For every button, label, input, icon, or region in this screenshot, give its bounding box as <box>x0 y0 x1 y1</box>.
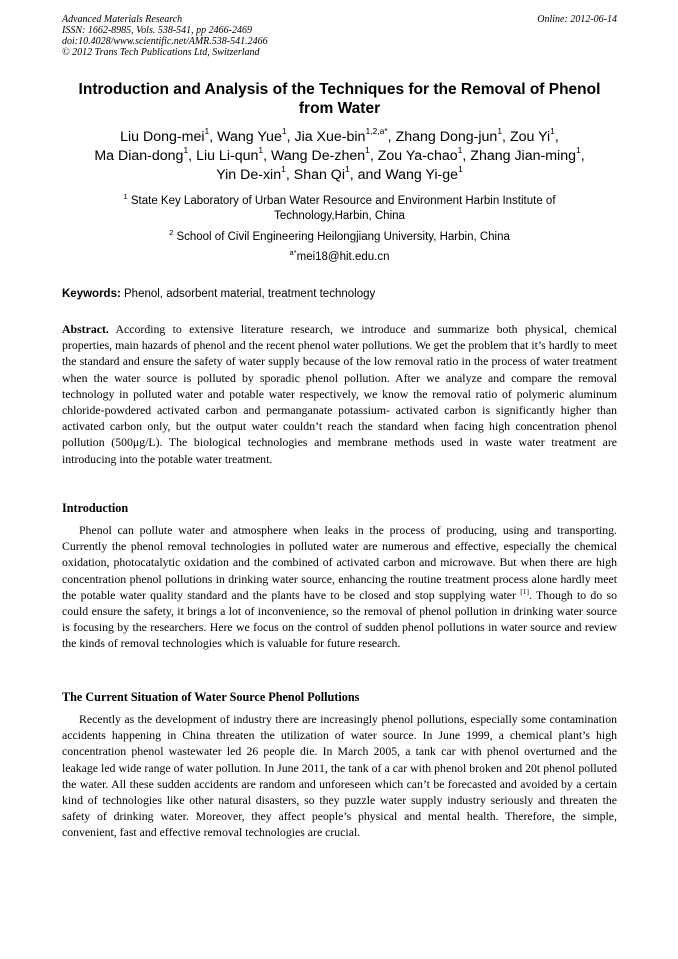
affiliation-1 <box>80 194 599 223</box>
author-sup: 1 <box>457 145 463 156</box>
author-name: Liu Dong-mei <box>120 129 205 145</box>
current-situation-heading: The Current Situation of Water Source Phenol Pollutions <box>62 690 360 704</box>
keywords-label: Keywords: <box>62 288 121 300</box>
journal-header <box>62 14 617 58</box>
affiliation-sup: 1 <box>123 192 128 202</box>
journal-info <box>62 14 617 58</box>
author-sup: 1 <box>345 164 350 175</box>
author-name: Jia Xue-bin <box>294 129 366 145</box>
author-sup: 1 <box>204 126 210 137</box>
introduction-paragraph <box>62 522 617 652</box>
intro-text-after-ref: . Though to do so could ensure the safety, it brings a lot of inconvenience, so the removal of phenol pollution in drinking water source is focusing by the researchers. Here we focus on the control of sudden phenol pollutions in water source and review the kinds of removal technologies which is valuable for future research. <box>62 587 617 651</box>
copyright-line: © 2012 Trans Tech Publications Ltd, Switzerland <box>62 47 260 58</box>
paper-title: Introduction and Analysis of the Techniques for the Removal of Phenol from Water <box>78 81 601 117</box>
keywords-text: Phenol, adsorbent material, treatment technology <box>124 288 376 300</box>
author-name: Ma Dian-dong <box>94 148 184 164</box>
author-sup: 1 <box>183 145 189 156</box>
author-sup: 1 <box>497 126 503 137</box>
affiliation-text: State Key Laboratory of Urban Water Resource and Environment Harbin Institute of Technology,Harbin, China <box>130 195 556 222</box>
author-name: Liu Li-qun <box>196 148 259 164</box>
affiliation-text: School of Civil Engineering Heilongjiang University, Harbin, China <box>176 231 510 243</box>
author-name: and Wang Yi-ge <box>357 167 459 183</box>
email-sup: a* <box>289 248 297 258</box>
author-sup: 1 <box>281 164 286 175</box>
citation-ref: [1] <box>520 586 529 596</box>
author-name: Zhang Jian-ming <box>470 148 576 164</box>
author-name: Yin De-xin <box>216 167 282 183</box>
author-list: Liu Dong-mei$^1$, Wang Yue$^1$, Jia Xue-bin$^{1,2,a*}$, Zhang Dong-jun$^1$, Zou Yi$^1$, Ma Dian-dong$^1$, Liu Li-qun$^1$, Wang De-zhen$^1$, Zou Ya-chao$^1$, Zhang Jian-ming$^1$, Yin De-xin$^1$, Shan Qi$^1$, and Wang $Yi-ge^1$ <box>94 126 585 183</box>
author-sup: 1 <box>365 145 370 156</box>
author-sup: 1 <box>575 145 581 156</box>
journal-name: Advanced Materials Research <box>62 14 183 25</box>
author-sup: 1 <box>550 126 555 137</box>
abstract-text: According to extensive literature research, we introduce and summarize both physical, chemical properties, main hazards of phenol and the recent phenol water pollutions. We get the problem that it’s hardly to meet the standard and ensure the safety of water supply because of the low removal ratio in the process of water treatment when the water source is polluted by sporadic phenol pollution. After we analyze and compare the removal technology in polluted water and potable water respectively, we know the removal ratio of polymeric aluminum chloride-powdered activated carbon and permanganate potassium- activated carbon is significantly higher than activated carbon only, but the output water couldn’t reach the standard when facing high concentration phenol pollution (500μg/L). The biological technologies and membrane methods used in waste water treatment are introducing into the potable water treatment. <box>62 322 617 466</box>
affiliation-sup: 2 <box>169 228 174 238</box>
affiliation-2 <box>80 230 599 245</box>
abstract-label: Abstract. <box>62 322 109 336</box>
keywords <box>62 287 617 302</box>
intro-text-before-ref: Phenol can pollute water and atmosphere when leaks in the process of producing, using and transporting. Currently the phenol removal technologies in polluted water are numerous and effective, especially the chemical oxidation, photocatalytic oxidation and the combined of activated carbon and microwave. But when there are high concentration phenol pollutions in drinking water source, enhancing the routine treatment process alone hardly meet the potable water quality standard and the plants have to be closed and stop supplying water <box>62 523 617 602</box>
author-name: Zou Ya-chao <box>377 148 458 164</box>
author-name: Wang De-zhen <box>271 148 366 164</box>
author-name: Zhang Dong-jun <box>395 129 498 145</box>
corresponding-email <box>80 250 599 265</box>
current-situation-paragraph: Recently as the development of industry there are increasingly phenol pollutions, especially some contamination accidents happening in China threaten the utilization of water source. In June 1999, a chemical plant’s high concentration phenol wastewater led 26 people die. In March 2005, a tank car with phenol overturned and the leakage led wide range of water pollution. In June 2011, the tank of a car with phenol broken and 20t phenol polluted the water. All these sudden accidents are random and unforeseen which can’t be forecasted and avoided by a certain kind of technologies like other natural disasters, so they puzzle water supply industry seriously and threaten the safety of drinking water. Moreover, they affect people’s physical and mental health. Therefore, the simple, convenient, fast and effective removal technologies are crucial. <box>62 712 617 840</box>
author-name: Shan Qi <box>293 167 345 183</box>
author-sup: 1,2,a* <box>365 126 388 137</box>
introduction-heading: Introduction <box>62 501 129 515</box>
email-text: mei18@hit.edu.cn <box>296 251 390 263</box>
author-name: Zou Yi <box>509 129 551 145</box>
online-date: Online: 2012-06-14 <box>537 14 617 25</box>
author-sup: 1 <box>258 145 264 156</box>
author-sup: 1 <box>281 126 287 137</box>
doi-line: doi:10.4028/www.scientific.net/AMR.538-541.2466 <box>62 36 268 47</box>
author-sup: 1 <box>458 164 463 175</box>
author-name: Wang Yue <box>217 129 282 145</box>
abstract <box>62 321 617 467</box>
issn-line: ISSN: 1662-8985, Vols. 538-541, pp 2466-2469 <box>62 25 252 36</box>
